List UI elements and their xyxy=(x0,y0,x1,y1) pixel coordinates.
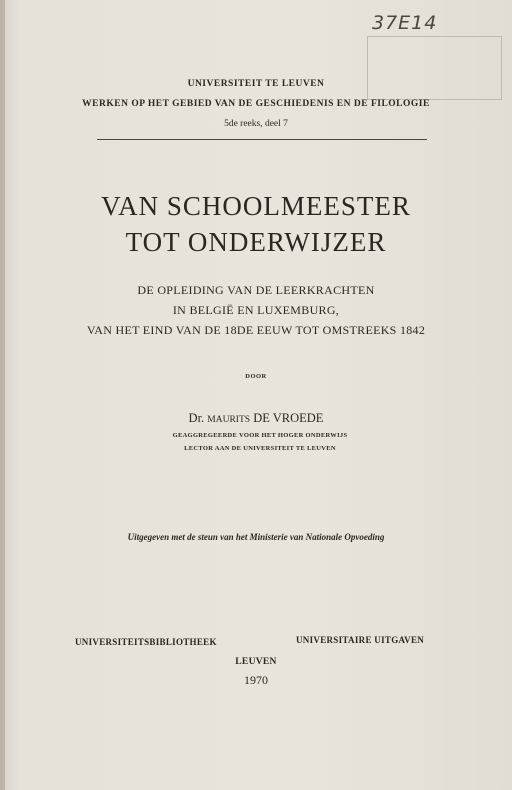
author-first-name: MAURITS xyxy=(207,415,251,425)
institution-name: UNIVERSITEIT TE LEUVEN xyxy=(187,79,325,89)
subtitle-line-2: IN BELGIË EN LUXEMBURG, xyxy=(172,303,340,317)
publisher-right: UNIVERSITAIRE UITGAVEN xyxy=(296,635,425,645)
book-title-line-2: TOT ONDERWIJZER xyxy=(125,227,387,257)
book-title-line-1: VAN SCHOOLMEESTER xyxy=(101,191,411,221)
imprint-city: LEUVEN xyxy=(235,657,277,667)
subtitle-line-3: VAN HET EIND VAN DE 18DE EEUW TOT OMSTREEKS 1842 xyxy=(86,323,426,337)
series-title: WERKEN OP HET GEBIED VAN DE GESCHIEDENIS EN DE FILOLOGIE xyxy=(82,99,430,109)
handwritten-shelfmark: 37E14 xyxy=(372,12,438,34)
imprint-year: 1970 xyxy=(244,673,268,687)
subtitle-line-1: DE OPLEIDING VAN DE LEERKRACHTEN xyxy=(137,283,375,297)
author-name xyxy=(0,411,512,426)
header-rule xyxy=(97,139,427,140)
author-credential-2: LECTOR AAN DE UNIVERSITEIT TE LEUVEN xyxy=(184,445,336,452)
by-label: DOOR xyxy=(245,373,267,380)
funding-note: Uitgegeven met de steun van het Ministerie van Nationale Opvoeding xyxy=(127,532,385,542)
series-number: 5de reeks, deel 7 xyxy=(224,119,288,129)
author-prefix: Dr. xyxy=(188,411,205,425)
author-credential-1: GEAGGREGEERDE VOOR HET HOGER ONDERWIJS xyxy=(172,432,348,439)
author-last-name: DE VROEDE xyxy=(253,411,324,425)
library-stamp xyxy=(367,36,502,100)
publisher-left: UNIVERSITEITSBIBLIOTHEEK xyxy=(75,637,217,647)
